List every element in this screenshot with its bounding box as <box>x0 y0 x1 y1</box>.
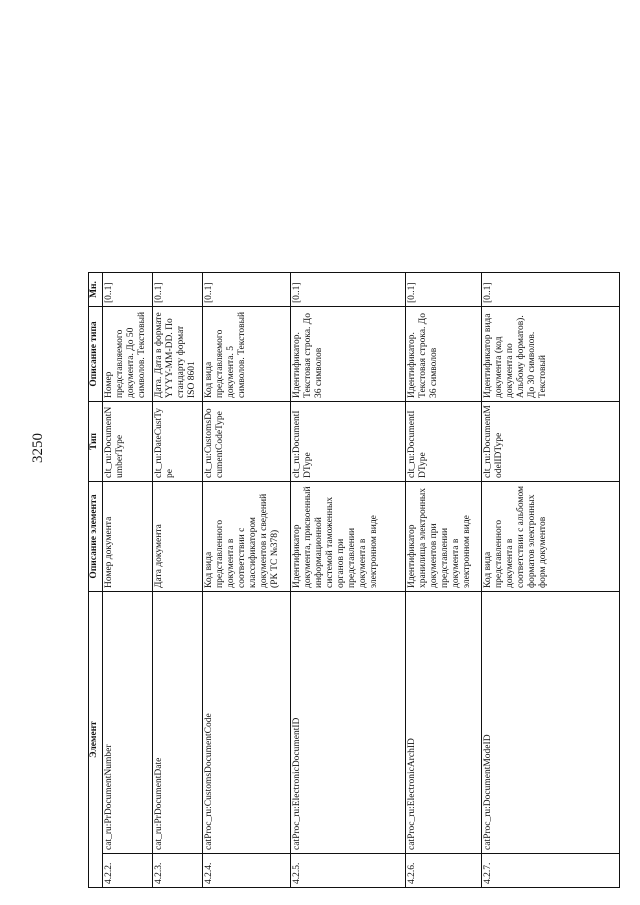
row-number: 4.2.5. <box>290 854 405 888</box>
row-element: catProc_ru:CustomsDocumentCode <box>203 591 291 853</box>
row-element-desc: Дата документа <box>153 481 203 591</box>
header-row <box>89 32 103 887</box>
row-number: 4.2.4. <box>203 854 291 888</box>
row-element: catProc_ru:ElectronicDocumentID <box>290 591 405 853</box>
element-table <box>88 32 620 888</box>
row-mn: [0..1] <box>406 272 482 306</box>
header-mn: Мн. <box>89 272 103 306</box>
row-type: clt_ru:DocumentNumberType <box>102 401 152 481</box>
row-element: cat_ru:PrDocumentNumber <box>102 591 152 853</box>
row-number: 4.2.6. <box>406 854 482 888</box>
row-mn: [0..1] <box>203 272 291 306</box>
row-element: cat_ru:PrDocumentDate <box>153 591 203 853</box>
row-number: 4.2.3. <box>153 854 203 888</box>
row-element-desc: Код вида представленного документа в соответствии с классификатором документов и сведений (РК ТС №378) <box>203 481 291 591</box>
row-element: catProc_ru:DocumentModeID <box>482 591 620 853</box>
row-number: 4.2.7. <box>482 854 620 888</box>
row-element-desc: Идентификатор хранилища электронных документов при представлении документа в электронном виде <box>406 481 482 591</box>
row-type-desc: Дата. Дата в формате YYYY-MM-DD. По стандарту формат ISO 8601 <box>153 306 203 401</box>
row-mn: [0..1] <box>482 272 620 306</box>
page-number: 3250 <box>30 433 46 463</box>
row-type: clt_ru:CustomsDocumentCodeType <box>203 401 291 481</box>
row-type: clt_ru:DateCustType <box>153 401 203 481</box>
row-type: clt_ru:DocumentIDType <box>290 401 405 481</box>
header-type-desc: Описание типа <box>89 306 103 401</box>
header-type: Тип <box>89 401 103 481</box>
rotated-table-area <box>88 33 620 888</box>
row-element-desc: Код вида представленного документа в соответствии с альбомом форматов электронных форм документов <box>482 481 620 591</box>
row-type: clt_ru:DocumentIDType <box>406 401 482 481</box>
header-element: Элемент <box>89 591 103 887</box>
row-type-desc: Номер представляемого документа. До 50 символов. Текстовый <box>102 306 152 401</box>
row-element-desc: Номер документа <box>102 481 152 591</box>
row-type-desc: Идентификатор. Текстовая строка. До 36 символов <box>406 306 482 401</box>
row-number: 4.2.2. <box>102 854 152 888</box>
row-type-desc: Идентификатор вида документа (код документа по Альбому форматов). До 30 символов. Текстовый <box>482 306 620 401</box>
row-element: catProc_ru:ElectronicArchID <box>406 591 482 853</box>
blank-area <box>89 32 620 272</box>
row-mn: [0..1] <box>290 272 405 306</box>
row-mn: [0..1] <box>102 272 152 306</box>
row-element-desc: Идентификатор документа, присвоенный информационной системой таможенных органов при представлении документа в электронном виде <box>290 481 405 591</box>
header-element-desc: Описание элемента <box>89 481 103 591</box>
row-mn: [0..1] <box>153 272 203 306</box>
row-type: clt_ru:DocumentModelIDType <box>482 401 620 481</box>
row-type-desc: Код вида представляемого документа. 5 символов. Текстовый <box>203 306 291 401</box>
row-type-desc: Идентификатор. Текстовая строка. До 36 символов <box>290 306 405 401</box>
